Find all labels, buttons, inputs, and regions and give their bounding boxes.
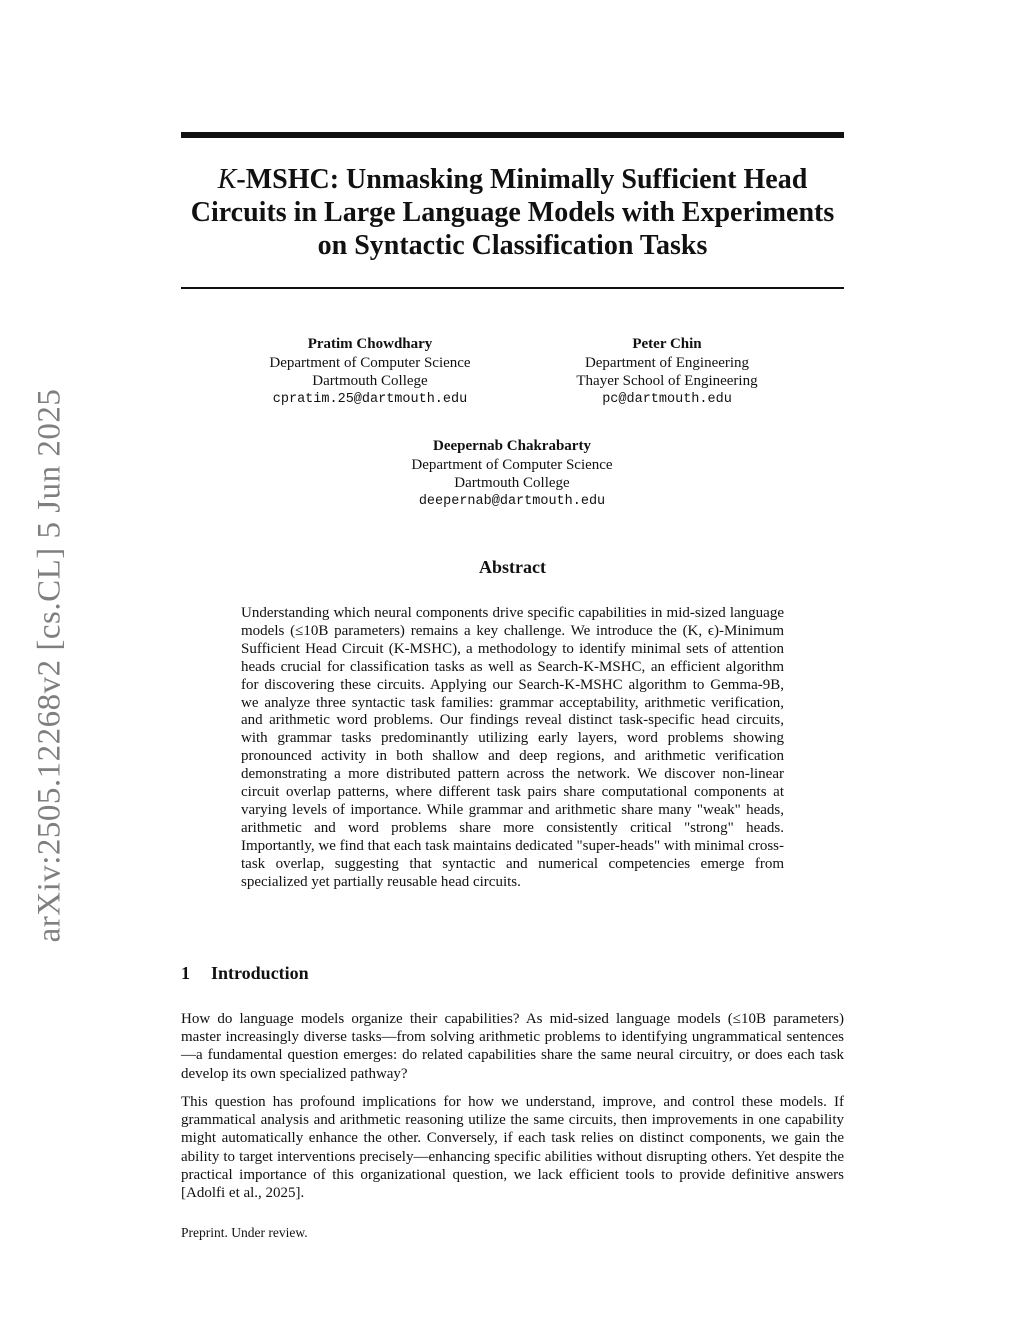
introduction-paragraph: This question has profound implications for how we understand, improve, and control these models. If grammatical analysis and arithmetic reasoning utilize the same circuits, then improvements in one capability might automatically enhance the other. Conversely, if each task relies on distinct components, we gain the ability to target interventions precisely—enhancing specific abilities without disrupting others. Yet despite the practical importance of this organizational question, we lack efficient tools to provide definitive answers [Adolfi et al., 2025]. (181, 1094, 844, 1202)
author-name: Peter Chin (632, 336, 702, 352)
title-top-rule (181, 132, 844, 138)
abstract-text: Understanding which neural components drive specific capabilities in mid-sized language models (≤10B parameters) remains a key challenge. We introduce the (K, ϵ)-Minimum Sufficient Head Circuit (K-MSHC), a methodology to identify minimal sets of attention heads crucial for classification tasks as well as Search-K-MSHC, an efficient algorithm for discovering these circuits. Applying our Search-K-MSHC algorithm to Gemma-9B, we analyze three syntactic task families: grammar acceptability, arithmetic verification, and arithmetic word problems. Our findings reveal distinct task-specific head circuits, with grammar tasks predominantly utilizing early layers, word problems showing pronounced activity in both shallow and deep regions, and arithmetic verification demonstrating a more distributed pattern across the network. We discover non-linear circuit overlap patterns, where different task pairs share computational components at varying levels of importance. While grammar and arithmetic share many "weak" heads, arithmetic and word problems share more consistently critical "strong" heads. Importantly, we find that each task maintains dedicated "super-heads" with minimal cross-task overlap, suggesting that syntactic and numerical competencies emerge from specialized yet partially reusable head circuits. (241, 605, 784, 890)
abstract-heading: Abstract (479, 557, 546, 577)
footer-note: Preprint. Under review. (181, 1225, 308, 1240)
arxiv-identifier-stamp (30, 385, 70, 945)
author-institution: Dartmouth College (312, 373, 428, 389)
section-number: 1 (181, 963, 190, 983)
author-email: pc@dartmouth.edu (602, 391, 732, 407)
author-block (230, 335, 510, 409)
author-department: Department of Computer Science (411, 456, 613, 473)
author-block (372, 437, 652, 511)
paper-title (181, 163, 844, 262)
author-department: Department of Engineering (584, 354, 750, 371)
author-name: Deepernab Chakrabarty (433, 438, 591, 454)
title-bottom-rule (181, 287, 844, 289)
arxiv-identifier-text: arXiv:2505.12268v2 [cs.CL] 5 Jun 2025 (31, 388, 68, 942)
author-email: cpratim.25@dartmouth.edu (272, 391, 468, 407)
title-line-2: Circuits in Large Language Models with Experiments (190, 197, 835, 228)
title-k-symbol: K (217, 164, 237, 195)
author-institution: Thayer School of Engineering (576, 373, 758, 389)
title-line-1 (181, 163, 844, 196)
title-line-1-text: -MSHC: Unmasking Minimally Sufficient Head (236, 164, 808, 195)
author-department: Department of Computer Science (269, 354, 471, 371)
title-line-3: on Syntactic Classification Tasks (317, 230, 708, 261)
author-block (527, 335, 807, 409)
section-heading-introduction (181, 963, 309, 984)
introduction-paragraph: How do language models organize their capabilities? As mid-sized language models (≤10B parameters) master increasingly diverse tasks—from solving arithmetic problems to identifying ungrammatical sentences—a fundamental question emerges: do related capabilities share the same neural circuitry, or does each task develop its own specialized pathway? (181, 1011, 844, 1082)
section-title: Introduction (211, 963, 309, 983)
author-email: deepernab@dartmouth.edu (418, 493, 606, 509)
author-institution: Dartmouth College (454, 475, 570, 491)
author-name: Pratim Chowdhary (307, 336, 433, 352)
